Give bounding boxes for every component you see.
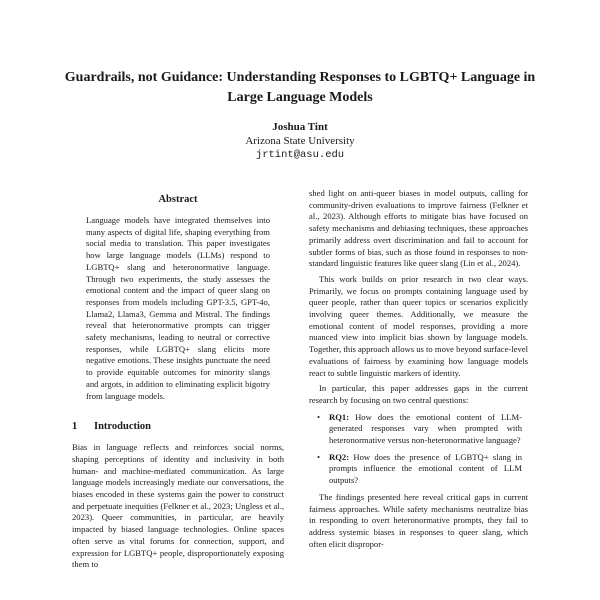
rq-text: How does the emotional content of LLM-generated responses vary when prompted with heteronormative versus non-heteronormative language? bbox=[329, 411, 522, 446]
right-column bbox=[309, 188, 528, 550]
abstract-text: Language models have integrated themselves into many aspects of digital life, shaping everything from social media to translation. This paper investigates how large language models (LLMs) respond to LGBTQ+ slang and heteronormative language. Through two experiments, the study assesses the emotional content and the impact of queer slang on responses from models including GPT-3.5, GPT-4o, Llama2, Llama3, Gemma and Mistral. The findings reveal that heteronormative prompts can trigger safety mechanisms, leading to neutral or corrective responses, while LGBTQ+ slang elicits more negative emotions. These insights punctuate the need to provide equitable outcomes for minority slangs and argots, in addition to eliminating explicit bigotry from language models. bbox=[86, 215, 270, 401]
section-heading-introduction bbox=[72, 420, 284, 434]
rq-text: How does the presence of LGBTQ+ slang in prompts influence the emotional content of LLM outputs? bbox=[329, 451, 522, 486]
paper-title: Guardrails, not Guidance: Understanding Responses to LGBTQ+ Language in Large Language Models bbox=[64, 70, 536, 105]
bullet-icon: • bbox=[317, 411, 321, 422]
body-paragraph: shed light on anti-queer biases in model outputs, calling for community-driven evaluations to improve fairness (Felkner et al., 2023). Although efforts to mitigate bias have focused on safety mechanisms and debiasing techniques, these approaches primarily address overt discrimination and fail to account for subtler forms of bias, such as those found in responses to non-standard linguistic features like queer slang (Lin et al., 2024). bbox=[309, 188, 528, 269]
research-questions-list bbox=[309, 412, 528, 487]
rq-label: RQ1: bbox=[329, 411, 350, 422]
list-item bbox=[309, 452, 528, 487]
left-column bbox=[72, 193, 284, 571]
abstract-heading: Abstract bbox=[158, 194, 198, 205]
author-name: Joshua Tint bbox=[272, 121, 328, 133]
author-email: jrtint@asu.edu bbox=[255, 149, 345, 161]
body-paragraph: The findings presented here reveal critical gaps in current fairness approaches. While safety mechanisms neutralize bias in responding to overt heteronormative prompts, they fail to address systemic biases in responses to queer slang, which often elicit dispropor- bbox=[309, 491, 528, 549]
author-affiliation: Arizona State University bbox=[245, 135, 355, 147]
body-paragraph: In particular, this paper addresses gaps in the current research by focusing on two central questions: bbox=[309, 383, 528, 405]
list-item bbox=[309, 412, 528, 447]
bullet-icon: • bbox=[317, 451, 321, 462]
body-paragraph: This work builds on prior research in two clear ways. Primarily, we focus on prompts containing language used by queer people, rather than queer topics or scenarios explicitly involving queer themes. Additionally, we measure the emotional content of model responses, providing a more nuanced view into implicit bias shown by language models. Together, this approach allows us to move beyond surface-level evaluations of fairness by examining how language models react to subtle linguistic markers of identity. bbox=[309, 273, 528, 378]
author-block bbox=[150, 120, 450, 162]
intro-paragraph: Bias in language reflects and reinforces social norms, shaping perceptions of identity and inclusivity in both human- and machine-mediated communication. As large language models increasingly mediate our conversations, the biases encoded in these systems gain the power to construct and perpetuate inequities (Felkner et al., 2023; Ungless et al., 2023). Queer communities, in particular, are heavily impacted by biased language technologies. Online spaces often serve as vital forums for connection, support, and expression for LGBTQ+ people, disproportionately exposing them to bbox=[72, 442, 284, 570]
section-title: Introduction bbox=[94, 421, 151, 433]
section-number: 1 bbox=[72, 421, 78, 433]
rq-label: RQ2: bbox=[329, 451, 350, 462]
